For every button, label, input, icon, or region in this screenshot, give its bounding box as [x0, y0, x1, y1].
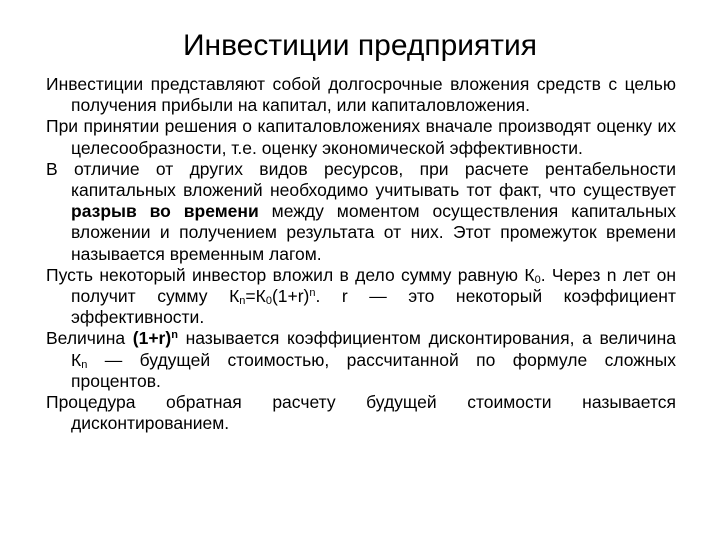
subscript-kn-future: n — [81, 358, 88, 371]
time-gap-text-start: В отличие от других видов ресурсов, при расчете рентабельности капитальных вложений необходимо учитывать тот факт, что существует — [46, 158, 676, 201]
paragraph-discount-factor — [46, 328, 676, 392]
discount-text-a: Величина — [46, 328, 126, 349]
subscript-kn: n — [239, 295, 246, 308]
slide-body — [46, 74, 676, 434]
investor-text-c: =К — [245, 286, 266, 307]
paragraph-definition: Инвестиции представляют собой долгосрочные вложения средств с целью получения прибыли на капитал, или капиталовложения. — [46, 74, 676, 116]
time-gap-bold-term: разрыв во времени — [71, 201, 259, 222]
investor-text-a: Пусть некоторый инвестор вложил в дело сумму равную К — [46, 264, 535, 285]
page-title: Инвестиции предприятия — [182, 29, 538, 62]
subscript-k0-formula: 0 — [265, 295, 272, 308]
investor-text-e: . r — это некоторый коэффициент эффективности. — [71, 286, 676, 328]
discount-bold-base: (1+r) — [132, 328, 172, 349]
discount-text-c: — будущей стоимостью, рассчитанной по формуле сложных процентов. — [71, 349, 676, 391]
superscript-n: n — [309, 287, 316, 300]
discount-text-b: называется коэффициентом дисконтирования, а величина К — [71, 328, 676, 370]
investor-text-b: . Через n лет он получит сумму К — [71, 264, 676, 307]
subscript-k0: 0 — [534, 273, 541, 286]
discount-bold-superscript: n — [171, 329, 178, 342]
time-gap-text-end: между моментом осуществления капитальных вложении и получением результата от них. Этот промежуток времени называется временным лагом. — [71, 201, 676, 264]
paragraph-investor-example — [46, 265, 676, 329]
paragraph-time-gap — [46, 159, 676, 265]
discount-bold-formula — [133, 328, 178, 348]
paragraph-discounting: Процедура обратная расчету будущей стоимости называется дисконтированием. — [46, 392, 676, 434]
paragraph-evaluation: При принятии решения о капиталовложениях вначале производят оценку их целесообразности, т.е. оценку экономической эффективности. — [46, 116, 676, 158]
investor-text-d: (1+r) — [271, 286, 310, 307]
